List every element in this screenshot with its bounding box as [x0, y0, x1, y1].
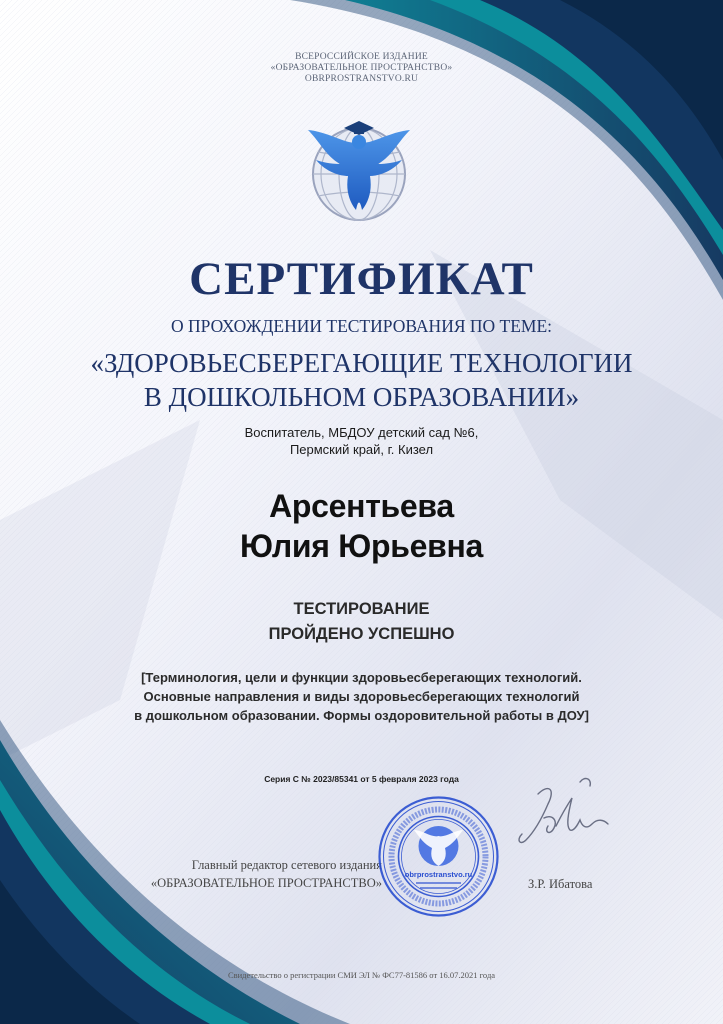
topic-line1: «ЗДОРОВЬЕСБЕРЕГАЮЩИЕ ТЕХНОЛОГИИ — [90, 348, 633, 378]
modules-line1: [Терминология, цели и функции здоровьесберегающих технологий. — [141, 670, 582, 685]
topic-line2: В ДОШКОЛЬНОМ ОБРАЗОВАНИИ» — [143, 382, 580, 412]
certificate-title: СЕРТИФИКАТ — [189, 253, 534, 305]
recipient-given-names: Юлия Юрьевна — [240, 528, 483, 564]
registration-info: Свидетельство о регистрации СМИ ЭЛ № ФС77-81586 от 16.07.2021 года — [227, 970, 496, 980]
role-line1: Главный редактор сетевого издания — [191, 858, 382, 872]
role-line2: «ОБРАЗОВАТЕЛЬНОЕ ПРОСТРАНСТВО» — [150, 876, 382, 890]
position-line2: Пермский край, г. Кизел — [289, 442, 434, 457]
signature-mark — [508, 774, 618, 866]
official-stamp — [376, 794, 501, 919]
result-line2: ПРОЙДЕНО УСПЕШНО — [268, 625, 455, 643]
test-result — [0, 597, 723, 647]
signatory-role — [82, 856, 382, 892]
publisher-line2: «ОБРАЗОВАТЕЛЬНОЕ ПРОСТРАНСТВО» — [270, 63, 453, 73]
result-line1: ТЕСТИРОВАНИЕ — [293, 600, 430, 618]
modules-line3: в дошкольном образовании. Формы оздоровительной работы в ДОУ] — [134, 708, 589, 723]
publisher-logo-icon — [300, 112, 418, 224]
recipient-position — [0, 424, 723, 458]
publisher-line1: ВСЕРОССИЙСКОЕ ИЗДАНИЕ — [295, 52, 428, 62]
signatory-name: З.Р. Ибатова — [528, 877, 593, 891]
position-line1: Воспитатель, МБДОУ детский сад №6, — [244, 425, 479, 440]
modules-line2: Основные направления и виды здоровьесберегающих технологий — [143, 689, 580, 704]
certificate-subtitle: О ПРОХОЖДЕНИИ ТЕСТИРОВАНИЯ ПО ТЕМЕ: — [170, 316, 553, 336]
certificate-topic — [0, 346, 723, 414]
recipient-surname: Арсентьева — [269, 488, 454, 524]
test-modules — [0, 668, 723, 725]
stamp-center-text: obrprostranstvo.ru — [404, 870, 473, 879]
recipient-name — [0, 486, 723, 566]
certificate-series: Серия С № 2023/85341 от 5 февраля 2023 года — [264, 774, 459, 784]
publisher-site: OBRPROSTRANSTVO.RU — [304, 74, 419, 84]
publisher-header — [0, 52, 723, 85]
